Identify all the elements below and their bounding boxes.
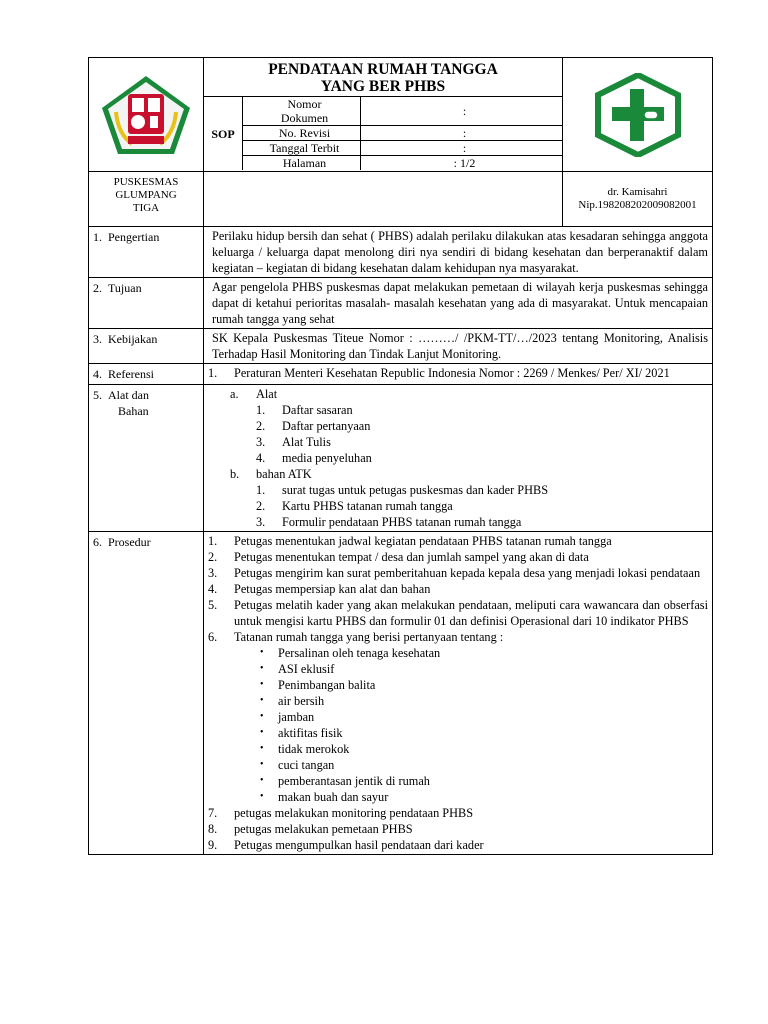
institution-line-1: PUSKESMAS xyxy=(113,176,179,188)
list-number: 5. xyxy=(208,598,218,612)
title-line-1: PENDATAAN RUMAH TANGGA xyxy=(268,61,498,78)
list-item xyxy=(256,402,708,418)
section-number: 6. xyxy=(93,535,102,549)
list-number: 2. xyxy=(256,419,266,433)
procedure-step xyxy=(208,597,708,629)
bullet: • xyxy=(260,727,264,738)
procedure-step xyxy=(208,581,708,597)
list-number: 7. xyxy=(208,806,218,820)
body-prosedur xyxy=(204,532,713,855)
label-tujuan xyxy=(89,278,204,329)
bullet: • xyxy=(260,743,264,754)
list-text: Formulir pendataan PHBS tatanan rumah tangga xyxy=(282,515,522,529)
list-number: 2. xyxy=(256,499,266,513)
list-text: ASI eklusif xyxy=(278,662,335,676)
list-text: cuci tangan xyxy=(278,758,335,772)
list-number: 3. xyxy=(256,515,266,529)
section-number: 1. xyxy=(93,230,102,244)
list-item xyxy=(256,418,708,434)
indicator-item xyxy=(252,645,708,661)
field-value-no-revisi: : xyxy=(361,126,563,141)
list-text: makan buah dan sayur xyxy=(278,790,389,804)
list-number: 4. xyxy=(256,451,266,465)
label-kebijakan xyxy=(89,329,204,364)
indicator-item xyxy=(252,789,708,805)
list-item xyxy=(256,514,708,530)
list-text: Alat Tulis xyxy=(282,435,331,449)
section-label: Alat dan xyxy=(108,388,149,402)
right-logo-cell xyxy=(563,58,713,172)
bullet: • xyxy=(260,711,264,722)
procedure-step xyxy=(208,821,708,837)
group-letter: b. xyxy=(230,467,240,481)
puskesmas-cross-icon xyxy=(592,73,684,157)
title-cell xyxy=(204,58,563,172)
list-text: Petugas menentukan tempat / desa dan jumlah sampel yang akan di data xyxy=(234,550,589,564)
bullet: • xyxy=(260,791,264,802)
list-text: Persalinan oleh tenaga kesehatan xyxy=(278,646,441,660)
label-alat-bahan xyxy=(89,385,204,532)
procedure-steps xyxy=(208,533,708,645)
indicator-item xyxy=(252,661,708,677)
list-number: 4. xyxy=(208,582,218,596)
signer-nip: Nip.198208202009082001 xyxy=(578,199,697,211)
list-text: air bersih xyxy=(278,694,325,708)
field-name-halaman: Halaman xyxy=(243,156,361,171)
field-value-halaman: : 1/2 xyxy=(361,156,563,171)
section-row-prosedur xyxy=(89,532,713,855)
list-text: jamban xyxy=(278,710,315,724)
label-prosedur xyxy=(89,532,204,855)
list-text: petugas melakukan pemetaan PHBS xyxy=(234,822,413,836)
section-label: Prosedur xyxy=(108,535,151,549)
list-text: media penyeluhan xyxy=(282,451,372,465)
list-text: Petugas melatih kader yang akan melakukan pendataan, meliputi cara wawancara dan obserfasi untuk mengisi kartu PHBS dan formulir 01 dan definisi Operasional dari 10 indikator PHBS xyxy=(234,598,708,628)
procedure-step xyxy=(208,549,708,565)
section-number: 2. xyxy=(93,281,102,295)
group-alat xyxy=(230,386,708,402)
bullet: • xyxy=(260,663,264,674)
field-name-tanggal-terbit: Tanggal Terbit xyxy=(243,141,361,156)
sop-label: SOP xyxy=(204,97,243,171)
institution-line-2: GLUMPANG xyxy=(115,189,177,201)
section-row-referensi xyxy=(89,364,713,385)
list-number: 1. xyxy=(256,483,266,497)
list-text: Petugas mengirim kan surat pemberitahuan kepada kepala desa yang menjadi lokasi pendataan xyxy=(234,566,701,580)
group-title: bahan ATK xyxy=(256,467,312,481)
list-text: surat tugas untuk petugas puskesmas dan kader PHBS xyxy=(282,483,549,497)
bullet: • xyxy=(260,647,264,658)
list-text: Penimbangan balita xyxy=(278,678,376,692)
district-emblem-icon xyxy=(98,72,194,158)
list-text: Kartu PHBS tatanan rumah tangga xyxy=(282,499,453,513)
list-text: pemberantasan jentik di rumah xyxy=(278,774,430,788)
list-number: 3. xyxy=(208,566,218,580)
sop-document xyxy=(88,57,713,855)
section-label-line-2: Bahan xyxy=(118,404,149,418)
field-name-no-revisi: No. Revisi xyxy=(243,126,361,141)
indicator-item xyxy=(252,709,708,725)
institution-line-3: TIGA xyxy=(132,202,160,214)
body-kebijakan: SK Kepala Puskesmas Titeue Nomor : ………/ /PKM-TT/…/2023 tentang Monitoring, Analisis Terhadap Hasil Monitoring dan Tindak Lanjut Monitoring. xyxy=(204,329,713,364)
list-text: Daftar pertanyaan xyxy=(282,419,371,433)
section-number: 4. xyxy=(93,367,102,381)
indicator-item xyxy=(252,773,708,789)
list-text: Peraturan Menteri Kesehatan Republic Indonesia Nomor : 2269 / Menkes/ Per/ XI/ 2021 xyxy=(234,366,670,380)
list-number: 1. xyxy=(208,366,218,380)
list-text: Petugas mempersiap kan alat dan bahan xyxy=(234,582,431,596)
list-text: Tatanan rumah tangga yang berisi pertanyaan tentang : xyxy=(234,630,504,644)
list-number: 2. xyxy=(208,550,218,564)
group-title: Alat xyxy=(256,387,278,401)
sop-info-table xyxy=(204,96,562,170)
signer-cell xyxy=(563,172,713,227)
label-referensi xyxy=(89,364,204,385)
bullet: • xyxy=(260,759,264,770)
procedure-step xyxy=(208,805,708,821)
list-text: petugas melakukan monitoring pendataan PHBS xyxy=(234,806,474,820)
list-item xyxy=(256,498,708,514)
list-number: 6. xyxy=(208,630,218,644)
group-letter: a. xyxy=(230,387,239,401)
indicator-list xyxy=(208,645,708,805)
label-pengertian xyxy=(89,227,204,278)
indicator-item xyxy=(252,677,708,693)
procedure-step xyxy=(208,629,708,645)
section-number: 3. xyxy=(93,332,102,346)
procedure-steps-after xyxy=(208,805,708,853)
body-pengertian: Perilaku hidup bersih dan sehat ( PHBS) adalah perilaku dilakukan atas kesadaran sehingga anggota keluarga / keluarga dapat menolong diri nya sendiri di bidang kesehatan dan berperanaktif dalam kegiatan – kegiatan di bidang kesehatan dalam kehidupan nya masyarakat. xyxy=(204,227,713,278)
group-bahan xyxy=(230,466,708,482)
signer-name: dr. Kamisahri xyxy=(607,186,668,198)
indicator-item xyxy=(252,693,708,709)
section-row-tujuan xyxy=(89,278,713,329)
list-text: Daftar sasaran xyxy=(282,403,353,417)
indicator-item xyxy=(252,741,708,757)
list-item xyxy=(208,365,708,381)
list-number: 1. xyxy=(208,534,218,548)
sop-table xyxy=(88,57,713,855)
left-logo-cell xyxy=(89,58,204,172)
list-number: 3. xyxy=(256,435,266,449)
list-item xyxy=(256,450,708,466)
procedure-step xyxy=(208,837,708,853)
section-label: Referensi xyxy=(108,367,154,381)
document-title xyxy=(204,59,562,95)
empty-signature-area xyxy=(204,172,563,227)
list-number: 1. xyxy=(256,403,266,417)
section-label: Tujuan xyxy=(108,281,142,295)
section-number: 5. xyxy=(93,388,102,402)
field-value-nomor-dokumen: : xyxy=(361,97,563,126)
list-text: tidak merokok xyxy=(278,742,350,756)
procedure-step xyxy=(208,533,708,549)
institution-row xyxy=(89,172,713,227)
field-value-tanggal-terbit: : xyxy=(361,141,563,156)
indicator-item xyxy=(252,757,708,773)
section-row-alat-bahan xyxy=(89,385,713,532)
list-text: Petugas mengumpulkan hasil pendataan dari kader xyxy=(234,838,484,852)
header-row xyxy=(89,58,713,172)
title-line-2: YANG BER PHBS xyxy=(320,78,446,95)
section-label: Pengertian xyxy=(108,230,160,244)
bullet: • xyxy=(260,775,264,786)
list-number: 8. xyxy=(208,822,218,836)
list-item xyxy=(256,482,708,498)
section-label: Kebijakan xyxy=(108,332,158,346)
body-tujuan: Agar pengelola PHBS puskesmas dapat melakukan pemetaan di wilayah kerja puskesmas sehingga dapat di ketahui perioritas masalah- masalah kesehatan yang ada di masyarakat. Untuk mencapaian rumah tangga yang sehat xyxy=(204,278,713,329)
indicator-item xyxy=(252,725,708,741)
bullet: • xyxy=(260,679,264,690)
section-row-pengertian xyxy=(89,227,713,278)
field-name-nomor-dokumen: Nomor Dokumen xyxy=(243,97,361,126)
list-item xyxy=(256,434,708,450)
body-referensi xyxy=(204,364,713,385)
procedure-step xyxy=(208,565,708,581)
list-text: Petugas menentukan jadwal kegiatan pendataan PHBS tatanan rumah tangga xyxy=(234,534,612,548)
bullet: • xyxy=(260,695,264,706)
institution-cell xyxy=(89,172,204,227)
section-row-kebijakan xyxy=(89,329,713,364)
list-number: 9. xyxy=(208,838,218,852)
list-text: aktifitas fisik xyxy=(278,726,343,740)
body-alat-bahan xyxy=(204,385,713,532)
